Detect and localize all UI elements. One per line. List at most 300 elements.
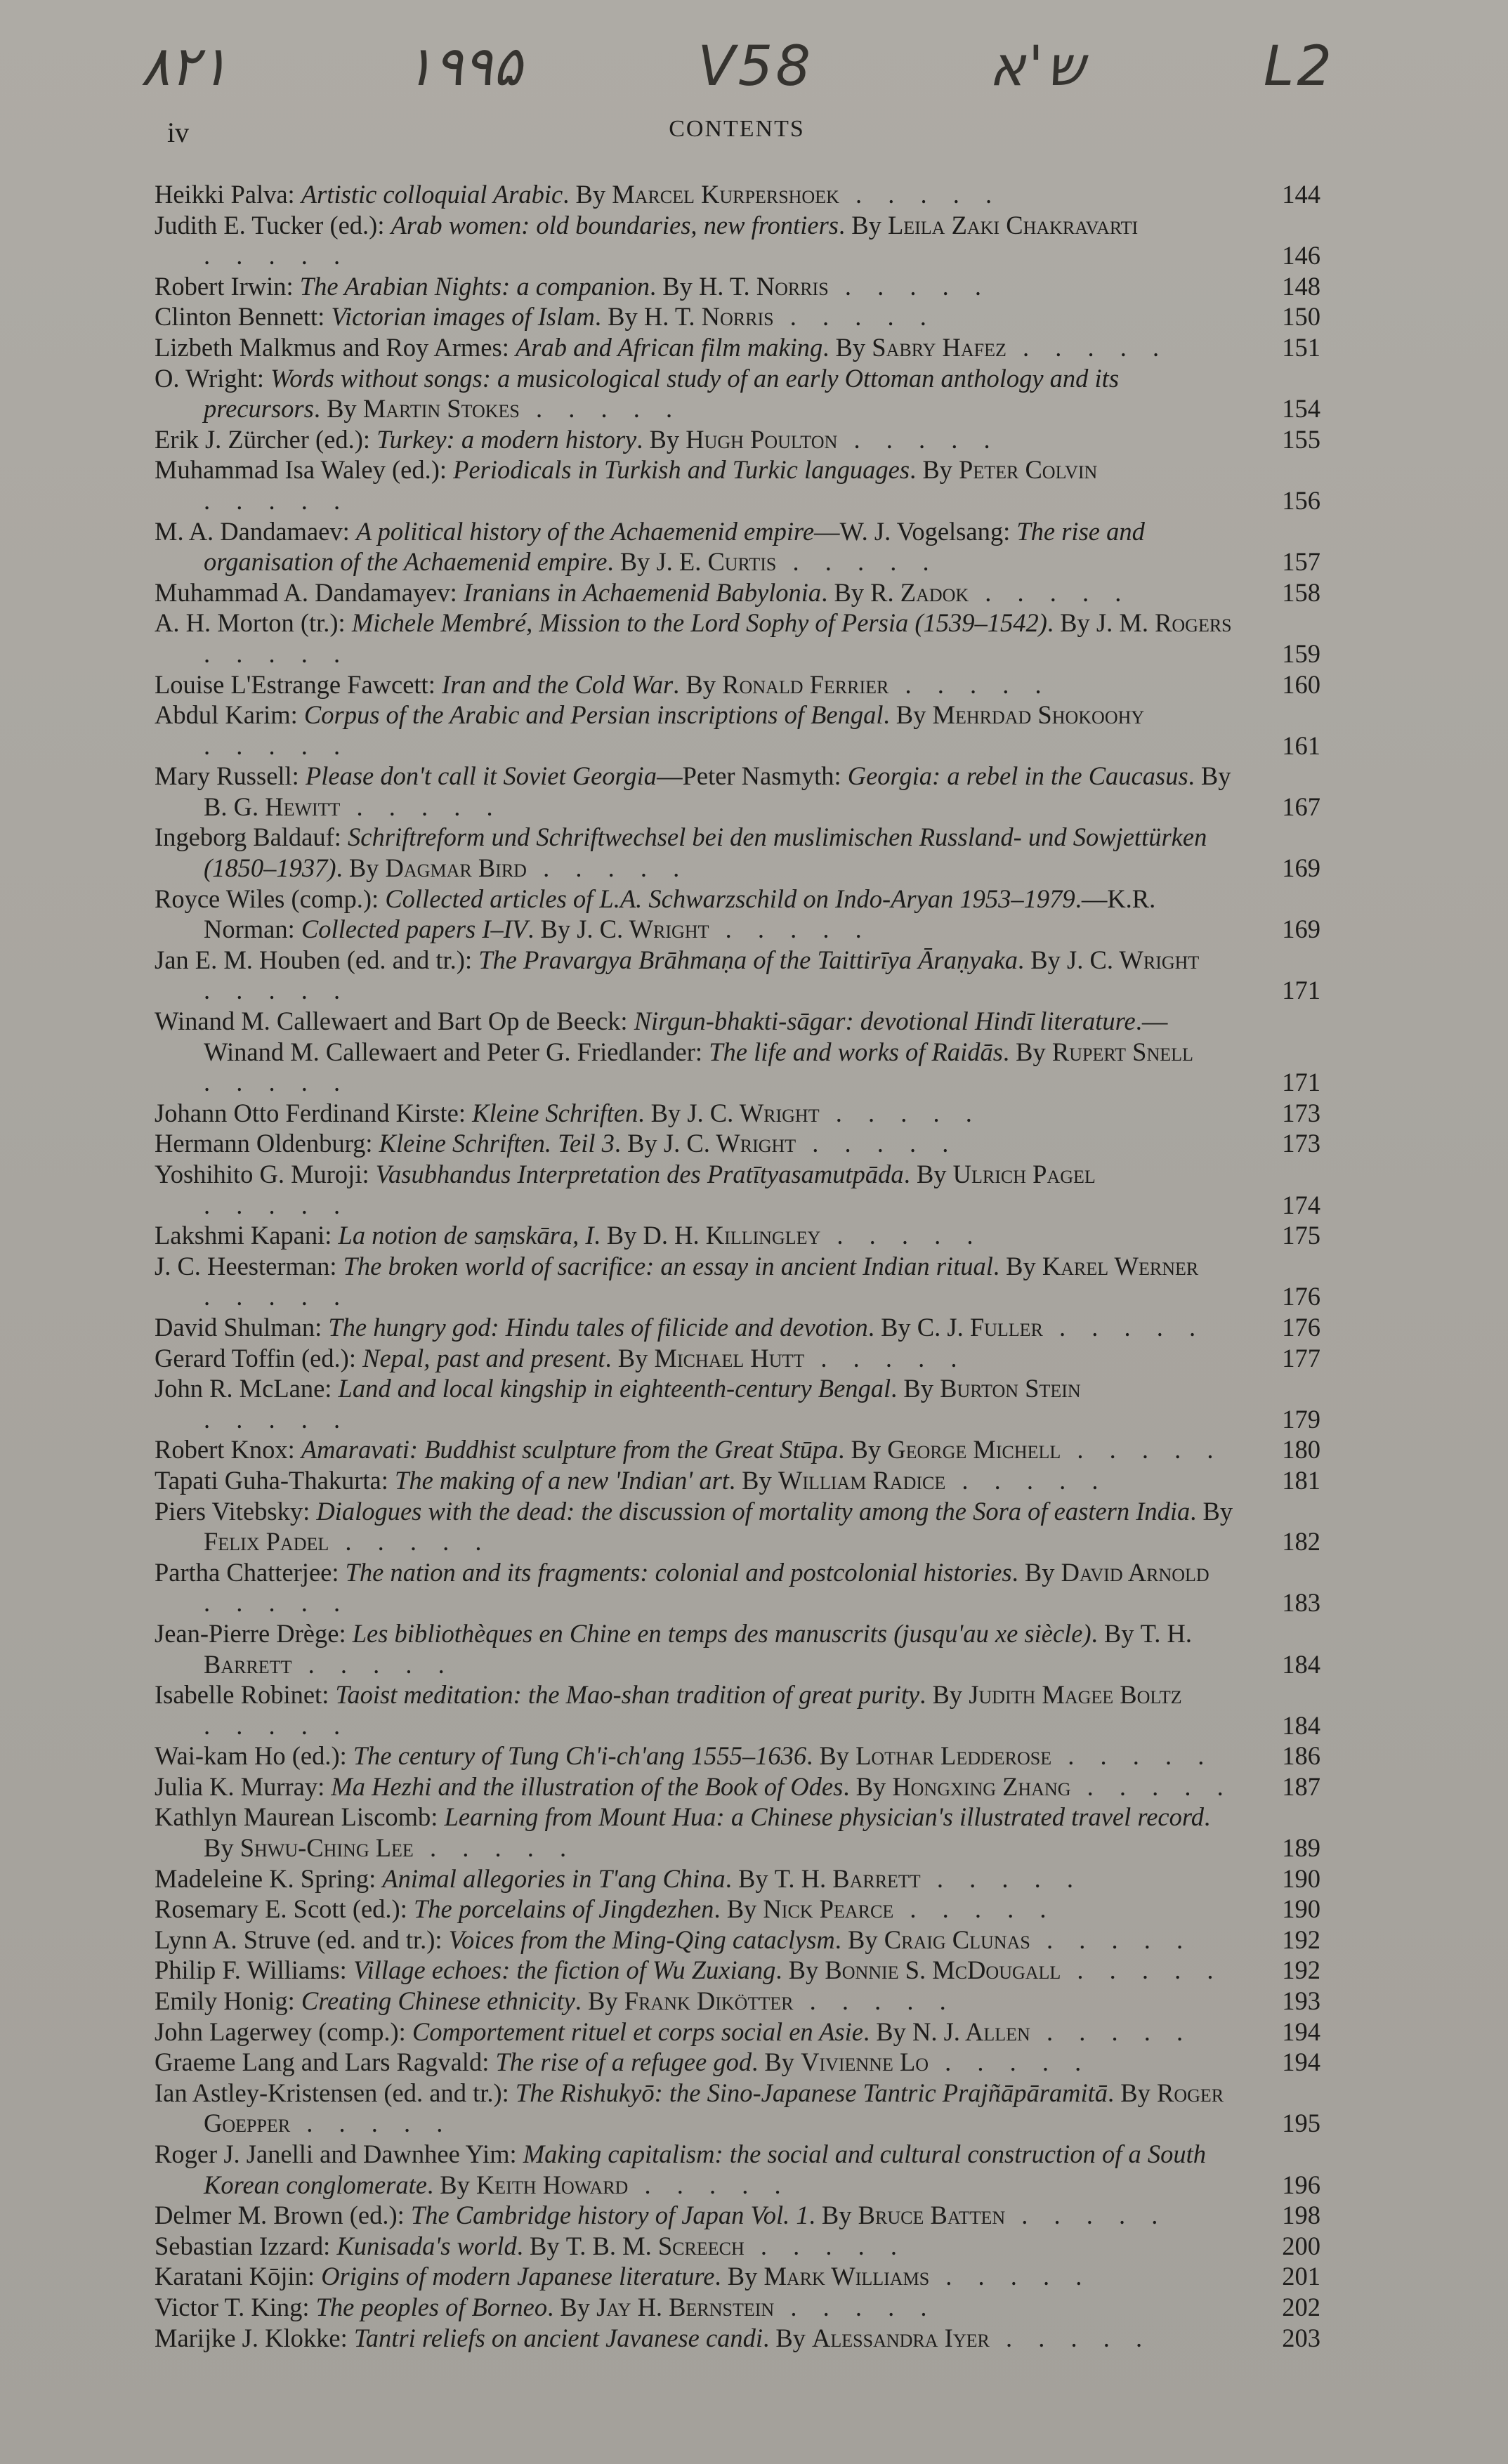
toc-entry-text: Clinton Bennett: Victorian images of Islam. By H. T. Norris . . . . . bbox=[155, 302, 936, 332]
toc-entry bbox=[155, 1802, 1320, 1863]
by-label: By bbox=[686, 669, 716, 699]
entry-author: Lizbeth Malkmus and Roy Armes: bbox=[155, 332, 516, 362]
by-label: By bbox=[662, 271, 693, 301]
toc-entry bbox=[155, 884, 1320, 945]
toc-entry bbox=[155, 2231, 1320, 2262]
by-label: By bbox=[649, 424, 680, 454]
toc-entry bbox=[155, 2200, 1320, 2231]
leader-dots: . . . . . bbox=[1030, 2017, 1193, 2046]
leader-dots: . . . . . bbox=[893, 1894, 1056, 1924]
entry-reviewer: Keith Howard bbox=[476, 2170, 629, 2199]
by-label: By bbox=[834, 577, 865, 607]
entry-page-number: 157 bbox=[1282, 547, 1320, 577]
toc-entry-text: Gerard Toffin (ed.): Nepal, past and present. By Michael Hutt . . . . . bbox=[155, 1343, 967, 1372]
leader-dots: . . . . . bbox=[291, 1649, 454, 1679]
entry-author: Clinton Bennett: bbox=[155, 302, 332, 332]
by-label: By bbox=[1120, 2078, 1150, 2107]
by-label: By bbox=[916, 1160, 947, 1188]
entry-reviewer: R. Zadok bbox=[870, 577, 969, 607]
by-label: By bbox=[788, 1955, 819, 1985]
entry-title: Animal allegories in T'ang China bbox=[382, 1863, 726, 1893]
entry-title: Making capitalism: the social and cultural construction of a South Korean conglomerate bbox=[204, 2139, 1206, 2199]
toc-entry bbox=[155, 700, 1320, 761]
entry-author: Partha Chatterjee: bbox=[155, 1557, 346, 1587]
entry-title: A political history of the Achaemenid empire bbox=[355, 516, 815, 546]
entry-author: Judith E. Tucker (ed.): bbox=[155, 210, 391, 240]
leader-dots: . . . . . bbox=[204, 730, 350, 760]
by-label: By bbox=[327, 394, 357, 424]
toc-entry-text: Robert Knox: Amaravati: Buddhist sculpture from the Great Stūpa. By George Michell . . . . . bbox=[155, 1435, 1224, 1464]
toc-entry-text: Louise L'Estrange Fawcett: Iran and the Cold War. By Ronald Ferrier . . . . . bbox=[155, 669, 1051, 699]
toc-entry-text: Rosemary E. Scott (ed.): The porcelains of Jingdezhen. By Nick Pearce . . . . . bbox=[155, 1894, 1056, 1924]
leader-dots: . . . . . bbox=[204, 1588, 350, 1618]
by-label: By bbox=[608, 302, 638, 332]
toc-entry bbox=[155, 1894, 1320, 1925]
entry-reviewer: J. C. Wright bbox=[687, 1098, 820, 1127]
entry-second-author: .—K.R. Norman: bbox=[204, 884, 1156, 944]
by-label: By bbox=[727, 2262, 758, 2291]
entry-title: Les bibliothèques en Chine en temps des manuscrits (jusqu'au xe siècle) bbox=[352, 1618, 1091, 1648]
entry-page-number: 195 bbox=[1282, 2109, 1320, 2138]
toc-entry-text: Ingeborg Baldauf: Schriftreform und Schriftwechsel bei den muslimischen Russland- und Sowjettürken (1850–1937). By Dagmar Bird . . . . . bbox=[155, 823, 1207, 883]
entry-page-number: 183 bbox=[1282, 1588, 1320, 1618]
by-label: By bbox=[896, 700, 926, 730]
by-label: By bbox=[1103, 1618, 1134, 1648]
entry-page-number: 176 bbox=[1282, 1282, 1320, 1311]
entry-page-number: 169 bbox=[1282, 853, 1320, 883]
entry-title: Iranians in Achaemenid Babylonia bbox=[463, 577, 822, 607]
by-label: By bbox=[922, 455, 952, 485]
entry-title: Please don't call it Soviet Georgia bbox=[305, 761, 657, 791]
leader-dots: . . . . . bbox=[1061, 1955, 1224, 1985]
entry-page-number: 171 bbox=[1282, 1068, 1320, 1097]
entry-title: Vasubhandus Interpretation des Pratītyasamutpāda bbox=[375, 1160, 904, 1188]
leader-dots: . . . . . bbox=[774, 2292, 937, 2321]
toc-entry bbox=[155, 1312, 1320, 1343]
toc-entry bbox=[155, 1925, 1320, 1955]
by-label: By bbox=[1024, 1557, 1055, 1587]
leader-dots: . . . . . bbox=[828, 271, 991, 301]
leader-dots: . . . . . bbox=[329, 1527, 492, 1557]
leader-dots: . . . . . bbox=[773, 302, 936, 332]
toc-entry bbox=[155, 945, 1320, 1006]
toc-entry-text: Philip F. Williams: Village echoes: the fiction of Wu Zuxiang. By Bonnie S. McDougall . . . . . bbox=[155, 1955, 1224, 1985]
toc-entry bbox=[155, 271, 1320, 302]
entry-page-number: 184 bbox=[1282, 1710, 1320, 1740]
entry-reviewer: Bonnie S. McDougall bbox=[825, 1955, 1061, 1985]
by-label: By bbox=[1200, 761, 1231, 791]
toc-entry bbox=[155, 332, 1320, 363]
entry-title: Taoist meditation: the Mao-shan tradition of great purity bbox=[335, 1680, 920, 1710]
entry-author: Abdul Karim: bbox=[155, 700, 304, 730]
by-label: By bbox=[348, 853, 379, 883]
by-label: By bbox=[738, 1863, 768, 1893]
toc-entry-text: Karatani Kōjin: Origins of modern Japanese literature. By Mark Williams . . . . . bbox=[155, 2262, 1092, 2291]
entry-second-author: —Peter Nasmyth: bbox=[657, 761, 848, 791]
entry-author: Delmer M. Brown (ed.): bbox=[155, 2201, 411, 2230]
entry-author: Graeme Lang and Lars Ragvald: bbox=[155, 2047, 496, 2077]
leader-dots: . . . . . bbox=[204, 1068, 350, 1097]
entry-title: The Pravargya Brāhmaṇa of the Taittirīya Āraṇyaka bbox=[478, 945, 1018, 974]
leader-dots: . . . . . bbox=[526, 853, 690, 883]
entry-author: Philip F. Williams: bbox=[155, 1955, 353, 1985]
entry-reviewer: Lothar Ledderose bbox=[855, 1741, 1052, 1771]
toc-entry-text: John R. McLane: Land and local kingship in eighteenth-century Bengal. By Burton Stein . . . . . bbox=[155, 1374, 1081, 1434]
toc-entry bbox=[155, 577, 1320, 608]
entry-page-number: 192 bbox=[1282, 1925, 1320, 1954]
entry-title: The century of Tung Ch'i-ch'ang 1555–1636 bbox=[353, 1741, 807, 1771]
entry-title: The making of a new 'Indian' art bbox=[395, 1465, 729, 1495]
entry-page-number: 193 bbox=[1282, 1986, 1320, 2016]
entry-title: Arab and African film making bbox=[515, 332, 823, 362]
by-label: By bbox=[619, 547, 650, 577]
running-title: CONTENTS bbox=[669, 116, 805, 142]
entry-author: Muhammad A. Dandamayev: bbox=[155, 577, 464, 607]
by-label: By bbox=[848, 1925, 878, 1954]
toc-entry-text: Muhammad Isa Waley (ed.): Periodicals in Turkish and Turkic languages. By Peter Colvin . . . . . bbox=[155, 455, 1098, 515]
leader-dots: . . . . . bbox=[628, 2170, 791, 2199]
leader-dots: . . . . . bbox=[204, 1404, 350, 1434]
toc-entry-text: Lynn A. Struve (ed. and tr.): Voices from the Ming-Qing cataclysm. By Craig Clunas . . . . . bbox=[155, 1925, 1193, 1954]
leader-dots: . . . . . bbox=[989, 2323, 1153, 2352]
toc-entry-text: Lizbeth Malkmus and Roy Armes: Arab and African film making. By Sabry Hafez . . . . . bbox=[155, 332, 1169, 362]
by-label: By bbox=[775, 2323, 806, 2352]
entry-reviewer: C. J. Fuller bbox=[917, 1312, 1043, 1342]
entry-author: Ingeborg Baldauf: bbox=[155, 823, 348, 852]
entry-reviewer: Craig Clunas bbox=[884, 1925, 1030, 1954]
by-label: By bbox=[560, 2292, 590, 2321]
toc-entry-text: Kathlyn Maurean Liscomb: Learning from Mount Hua: a Chinese physician's illustrated travel record. By Shwu-Ching Lee . . . . . bbox=[155, 1802, 1211, 1863]
by-label: By bbox=[1016, 1037, 1046, 1066]
entry-page-number: 186 bbox=[1282, 1741, 1320, 1771]
entry-title: Kleine Schriften bbox=[472, 1098, 638, 1127]
leader-dots: . . . . . bbox=[969, 577, 1132, 607]
entry-author: John Lagerwey (comp.): bbox=[155, 2017, 412, 2046]
entry-page-number: 189 bbox=[1282, 1833, 1320, 1863]
entry-title: Voices from the Ming-Qing cataclysm bbox=[448, 1925, 835, 1954]
toc-entry-text: Delmer M. Brown (ed.): The Cambridge history of Japan Vol. 1. By Bruce Batten . . . . . bbox=[155, 2201, 1168, 2230]
by-label: By bbox=[821, 2201, 852, 2230]
entry-reviewer: Burton Stein bbox=[940, 1374, 1081, 1403]
by-label: By bbox=[617, 1343, 648, 1372]
by-label: By bbox=[440, 2170, 470, 2199]
entry-page-number: 175 bbox=[1282, 1221, 1320, 1250]
toc-entry-text: Tapati Guha-Thakurta: The making of a new 'Indian' art. By William Radice . . . . . bbox=[155, 1465, 1108, 1495]
entry-title: Amaravati: Buddhist sculpture from the Great Stūpa bbox=[301, 1435, 839, 1464]
toc-entry bbox=[155, 210, 1320, 271]
entry-author: Yoshihito G. Muroji: bbox=[155, 1160, 376, 1188]
entry-title: Corpus of the Arabic and Persian inscriptions of Bengal bbox=[303, 700, 884, 730]
toc-entry bbox=[155, 363, 1320, 424]
entry-page-number: 161 bbox=[1282, 730, 1320, 760]
entry-author: Emily Honig: bbox=[155, 1986, 301, 2016]
entry-second-title: The rise and organisation of the Achaemenid empire bbox=[204, 516, 1145, 577]
entry-page-number: 150 bbox=[1282, 302, 1320, 332]
entry-reviewer: J. C. Wright bbox=[577, 915, 709, 944]
toc-entry bbox=[155, 2323, 1320, 2354]
entry-page-number: 174 bbox=[1282, 1190, 1320, 1219]
toc-entry bbox=[155, 1618, 1320, 1679]
entry-reviewer: Alessandra Iyer bbox=[812, 2323, 990, 2352]
entry-second-author: —W. J. Vogelsang: bbox=[814, 516, 1017, 546]
toc-entry-text: David Shulman: The hungry god: Hindu tales of filicide and devotion. By C. J. Fuller . . . . . bbox=[155, 1312, 1206, 1342]
entry-title: Creating Chinese ethnicity bbox=[301, 1986, 575, 2016]
leader-dots: . . . . . bbox=[1042, 1312, 1206, 1342]
leader-dots: . . . . . bbox=[929, 2047, 1091, 2077]
toc-entry bbox=[155, 301, 1320, 332]
entry-title: La notion de saṃskāra, I bbox=[338, 1221, 594, 1250]
entry-author: Kathlyn Maurean Liscomb: bbox=[155, 1802, 445, 1832]
by-label: By bbox=[903, 1374, 934, 1403]
entry-author: John R. McLane: bbox=[155, 1374, 339, 1403]
entry-reviewer: T. H. Barrett bbox=[774, 1863, 921, 1893]
leader-dots: . . . . . bbox=[744, 2231, 907, 2260]
entry-page-number: 198 bbox=[1282, 2201, 1320, 2230]
toc-entry bbox=[155, 2139, 1320, 2200]
by-label: By bbox=[540, 915, 571, 944]
entry-author: Erik J. Zürcher (ed.): bbox=[155, 424, 377, 454]
entry-page-number: 146 bbox=[1282, 241, 1320, 270]
entry-reviewer: Michael Hutt bbox=[654, 1343, 805, 1372]
leader-dots: . . . . . bbox=[204, 638, 350, 668]
entry-page-number: 181 bbox=[1282, 1465, 1320, 1495]
by-label: By bbox=[1060, 608, 1090, 638]
by-label: By bbox=[876, 2017, 906, 2046]
entry-reviewer: Leila Zaki Chakravarti bbox=[887, 210, 1139, 240]
entry-reviewer: Sabry Hafez bbox=[872, 332, 1007, 362]
entry-title: The hungry god: Hindu tales of filicide and devotion bbox=[328, 1312, 868, 1342]
entry-page-number: 160 bbox=[1282, 669, 1320, 699]
toc-entry bbox=[155, 1955, 1320, 1986]
entry-second-title: Georgia: a rebel in the Caucasus bbox=[847, 761, 1188, 791]
entry-title: Schriftreform und Schriftwechsel bei den muslimischen Russland- und Sowjettürken (1850–1937) bbox=[204, 823, 1207, 883]
toc-entry-text: Emily Honig: Creating Chinese ethnicity. By Frank Dikötter . . . . . bbox=[155, 1986, 956, 2016]
entry-title: The Cambridge history of Japan Vol. 1 bbox=[410, 2201, 809, 2230]
toc-entry-text: Wai-kam Ho (ed.): The century of Tung Ch'i-ch'ang 1555–1636. By Lothar Ledderose . . . . . bbox=[155, 1741, 1214, 1771]
entry-author: Lakshmi Kapani: bbox=[155, 1221, 339, 1250]
entry-title: Words without songs: a musicological study of an early Ottoman anthology and its precursors bbox=[204, 363, 1120, 424]
toc-entry-text: Royce Wiles (comp.): Collected articles of L.A. Schwarzschild on Indo-Aryan 1953–1979.—K.R. Norman: Collected papers I–IV. By J. C. Wright . . . . . bbox=[155, 884, 1156, 944]
toc-entry-text: J. C. Heesterman: The broken world of sacrifice: an essay in ancient Indian ritual. By Karel Werner . . . . . bbox=[155, 1251, 1199, 1311]
leader-dots: . . . . . bbox=[793, 1986, 956, 2016]
entry-reviewer: Martin Stokes bbox=[362, 394, 520, 424]
entry-page-number: 156 bbox=[1282, 485, 1320, 515]
toc-entry bbox=[155, 1220, 1320, 1251]
toc-entry-text: Muhammad A. Dandamayev: Iranians in Achaemenid Babylonia. By R. Zadok . . . . . bbox=[155, 577, 1132, 607]
entry-reviewer: Shwu-Ching Lee bbox=[240, 1833, 414, 1863]
entry-author: Roger J. Janelli and Dawnhee Yim: bbox=[155, 2139, 523, 2168]
handwriting-mark: ۸۲۱ bbox=[140, 35, 229, 98]
entry-author: Piers Vitebsky: bbox=[155, 1496, 317, 1526]
entry-reviewer: Jay H. Bernstein bbox=[596, 2292, 775, 2321]
toc-entry bbox=[155, 424, 1320, 455]
toc-entry bbox=[155, 2078, 1320, 2139]
toc-entry-text: Yoshihito G. Muroji: Vasubhandus Interpretation des Pratītyasamutpāda. By Ulrich Pagel . . . . . bbox=[155, 1160, 1096, 1219]
entry-page-number: 167 bbox=[1282, 792, 1320, 821]
leader-dots: . . . . . bbox=[945, 1465, 1108, 1495]
handwritten-shelfmark bbox=[140, 28, 1335, 105]
entry-reviewer: Mehrdad Shokoohy bbox=[932, 700, 1145, 730]
entry-page-number: 190 bbox=[1282, 1863, 1320, 1893]
entry-title: Land and local kingship in eighteenth-century Bengal bbox=[338, 1374, 891, 1403]
by-label: By bbox=[588, 1986, 618, 2016]
entry-reviewer: Dagmar Bird bbox=[385, 853, 527, 883]
entry-reviewer: Karel Werner bbox=[1042, 1251, 1199, 1280]
entry-title: Village echoes: the fiction of Wu Zuxiang bbox=[353, 1955, 776, 1985]
toc-entry-text: Erik J. Zürcher (ed.): Turkey: a modern history. By Hugh Poulton . . . . . bbox=[155, 424, 1000, 454]
entry-title: Dialogues with the dead: the discussion of mortality among the Sora of eastern India bbox=[316, 1496, 1191, 1526]
entry-page-number: 177 bbox=[1282, 1343, 1320, 1372]
entry-reviewer: Hugh Poulton bbox=[686, 424, 838, 454]
toc-entry-text: Isabelle Robinet: Taoist meditation: the Mao-shan tradition of great purity. By Judith Magee Boltz . . . . . bbox=[155, 1680, 1182, 1740]
entry-title: Michele Membré, Mission to the Lord Sophy of Persia (1539–1542) bbox=[351, 608, 1047, 638]
entry-reviewer: Peter Colvin bbox=[959, 455, 1098, 485]
entry-author: M. A. Dandamaev: bbox=[155, 516, 356, 546]
entry-page-number: 196 bbox=[1282, 2170, 1320, 2199]
leader-dots: . . . . . bbox=[837, 424, 1000, 454]
handwriting-mark: ש'א bbox=[988, 35, 1088, 98]
toc-entry-text: Lakshmi Kapani: La notion de saṃskāra, I. By D. H. Killingley . . . . . bbox=[155, 1221, 983, 1250]
by-label: By bbox=[855, 1771, 886, 1801]
entry-page-number: 159 bbox=[1282, 638, 1320, 668]
entry-title: Nepal, past and present bbox=[362, 1343, 605, 1372]
toc-entry bbox=[155, 1741, 1320, 1771]
handwriting-mark: L2 bbox=[1263, 35, 1335, 98]
entry-title: The broken world of sacrifice: an essay in ancient Indian ritual bbox=[343, 1251, 993, 1280]
entry-reviewer: H. T. Norris bbox=[643, 302, 774, 332]
toc-entry bbox=[155, 2047, 1320, 2078]
leader-dots: . . . . . bbox=[1061, 1435, 1224, 1464]
entry-page-number: 203 bbox=[1282, 2323, 1320, 2352]
leader-dots: . . . . . bbox=[204, 485, 350, 515]
entry-reviewer: N. J. Allen bbox=[912, 2017, 1030, 2046]
toc-entry-text: Julia K. Murray: Ma Hezhi and the illustration of the Book of Odes. By Hongxing Zhang . . . . . bbox=[155, 1771, 1233, 1801]
entry-author: Ian Astley-Kristensen (ed. and tr.): bbox=[155, 2078, 516, 2107]
toc-entry bbox=[155, 1986, 1320, 2017]
entry-author: Jan E. M. Houben (ed. and tr.): bbox=[155, 945, 479, 974]
entry-reviewer: Felix Padel bbox=[204, 1527, 329, 1557]
entry-author: Gerard Toffin (ed.): bbox=[155, 1343, 363, 1372]
entry-page-number: 192 bbox=[1282, 1955, 1320, 1985]
entry-author: Marijke J. Klokke: bbox=[155, 2323, 354, 2352]
entry-title: The peoples of Borneo bbox=[315, 2292, 548, 2321]
entry-reviewer: Ulrich Pagel bbox=[952, 1160, 1096, 1188]
toc-entry-text: Graeme Lang and Lars Ragvald: The rise of a refugee god. By Vivienne Lo . . . . . bbox=[155, 2047, 1091, 2077]
toc-entry-text: Heikki Palva: Artistic colloquial Arabic. By Marcel Kurpershoek . . . . . bbox=[155, 180, 1002, 209]
entry-author: A. H. Morton (tr.): bbox=[155, 608, 352, 638]
entry-title: Tantri reliefs on ancient Javanese candi bbox=[353, 2323, 763, 2352]
entry-author: Wai-kam Ho (ed.): bbox=[155, 1741, 353, 1771]
entry-author: Heikki Palva: bbox=[155, 180, 301, 209]
toc-entry-text: Partha Chatterjee: The nation and its fragments: colonial and postcolonial histories. By David Arnold . . . . . bbox=[155, 1557, 1209, 1618]
entry-page-number: 148 bbox=[1282, 271, 1320, 301]
toc-entry bbox=[155, 1343, 1320, 1374]
entry-page-number: 194 bbox=[1282, 2047, 1320, 2077]
entry-page-number: 194 bbox=[1282, 2017, 1320, 2046]
leader-dots: . . . . . bbox=[796, 1129, 959, 1158]
entry-page-number: 155 bbox=[1282, 424, 1320, 454]
entry-reviewer: Roger Goepper bbox=[204, 2078, 1224, 2138]
by-label: By bbox=[529, 2231, 560, 2260]
entry-title: Periodicals in Turkish and Turkic languages bbox=[453, 455, 910, 485]
leader-dots: . . . . . bbox=[929, 2262, 1092, 2291]
leader-dots: . . . . . bbox=[204, 976, 350, 1005]
toc-entry bbox=[155, 1863, 1320, 1894]
entry-page-number: 201 bbox=[1282, 2262, 1320, 2291]
toc-entry bbox=[155, 761, 1320, 822]
entry-page-number: 173 bbox=[1282, 1098, 1320, 1127]
entry-page-number: 184 bbox=[1282, 1649, 1320, 1679]
entry-reviewer: Nick Pearce bbox=[763, 1894, 894, 1924]
entry-title: Arab women: old boundaries, new frontiers bbox=[391, 210, 839, 240]
entry-author: Madeleine K. Spring: bbox=[155, 1863, 383, 1893]
toc-entry-text: Roger J. Janelli and Dawnhee Yim: Making capitalism: the social and cultural construction of a South Korean conglomerate. By Keith Howard . . . . . bbox=[155, 2139, 1206, 2199]
toc-entry bbox=[155, 454, 1320, 516]
entry-reviewer: T. B. M. Screech bbox=[565, 2231, 745, 2260]
toc-entry-text: Jan E. M. Houben (ed. and tr.): The Pravargya Brāhmaṇa of the Taittirīya Āraṇyaka. By J. C. Wright . . . . . bbox=[155, 945, 1200, 1005]
entry-reviewer: George Michell bbox=[887, 1435, 1061, 1464]
toc-entry-text: Abdul Karim: Corpus of the Arabic and Persian inscriptions of Bengal. By Mehrdad Shokoohy . . . . . bbox=[155, 700, 1145, 760]
handwriting-mark: V58 bbox=[697, 35, 813, 98]
leader-dots: . . . . . bbox=[804, 1343, 967, 1372]
toc-entry bbox=[155, 1128, 1320, 1159]
page-header bbox=[167, 116, 1306, 158]
leader-dots: . . . . . bbox=[709, 915, 872, 944]
entry-title: The nation and its fragments: colonial and postcolonial histories bbox=[345, 1557, 1012, 1587]
toc-entry-text: Jean-Pierre Drège: Les bibliothèques en Chine en temps des manuscrits (jusqu'au xe siècle). By T. H. Barrett . . . . . bbox=[155, 1618, 1192, 1679]
toc-entry-text: John Lagerwey (comp.): Comportement rituel et corps social en Asie. By N. J. Allen . . . . . bbox=[155, 2017, 1193, 2046]
leader-dots: . . . . . bbox=[519, 394, 683, 424]
entry-page-number: 173 bbox=[1282, 1129, 1320, 1158]
entry-page-number: 144 bbox=[1282, 180, 1320, 209]
leader-dots: . . . . . bbox=[1006, 332, 1169, 362]
contents-list bbox=[155, 179, 1320, 2353]
leader-dots: . . . . . bbox=[1030, 1925, 1193, 1954]
toc-entry-text: Madeleine K. Spring: Animal allegories in T'ang China. By T. H. Barrett . . . . . bbox=[155, 1863, 1083, 1893]
entry-reviewer: Frank Dikötter bbox=[624, 1986, 794, 2016]
entry-title: Turkey: a modern history bbox=[376, 424, 637, 454]
entry-reviewer: Ronald Ferrier bbox=[722, 669, 889, 699]
entry-title: Victorian images of Islam bbox=[331, 302, 595, 332]
by-label: By bbox=[606, 1221, 637, 1250]
toc-entry bbox=[155, 179, 1320, 210]
toc-entry bbox=[155, 1465, 1320, 1496]
toc-entry-text: A. H. Morton (tr.): Michele Membré, Mission to the Lord Sophy of Persia (1539–1542). By J. M. Rogers . . . . . bbox=[155, 608, 1232, 668]
entry-author: Lynn A. Struve (ed. and tr.): bbox=[155, 1925, 449, 1954]
entry-reviewer: B. G. Hewitt bbox=[204, 792, 341, 821]
toc-entry bbox=[155, 1434, 1320, 1465]
toc-entry bbox=[155, 2292, 1320, 2323]
toc-entry-text: Piers Vitebsky: Dialogues with the dead: the discussion of mortality among the Sora of eastern India. By Felix Padel . . . . . bbox=[155, 1496, 1233, 1557]
by-label: By bbox=[851, 210, 881, 240]
toc-entry-text: Johann Otto Ferdinand Kirste: Kleine Schriften. By J. C. Wright . . . . . bbox=[155, 1098, 982, 1127]
entry-author: Mary Russell: bbox=[155, 761, 306, 791]
handwriting-mark: ۱۹۹۵ bbox=[404, 35, 523, 98]
toc-entry bbox=[155, 2261, 1320, 2292]
toc-entry-text: Ian Astley-Kristensen (ed. and tr.): The Rishukyō: the Sino-Japanese Tantric Prajñāpāramitā. By Roger Goepper . . . . . bbox=[155, 2078, 1224, 2138]
by-label: By bbox=[1202, 1496, 1233, 1526]
toc-entry bbox=[155, 1006, 1320, 1098]
toc-entry bbox=[155, 1771, 1320, 1802]
toc-entry-text: Marijke J. Klokke: Tantri reliefs on ancient Javanese candi. By Alessandra Iyer . . . . . bbox=[155, 2323, 1153, 2352]
leader-dots: . . . . . bbox=[290, 2109, 453, 2138]
leader-dots: . . . . . bbox=[1005, 2201, 1168, 2230]
toc-entry bbox=[155, 1557, 1320, 1618]
entry-title: Artistic colloquial Arabic bbox=[301, 180, 563, 209]
entry-reviewer: T. H. Barrett bbox=[204, 1618, 1192, 1679]
toc-entry-text: Victor T. King: The peoples of Borneo. By Jay H. Bernstein . . . . . bbox=[155, 2292, 937, 2321]
entry-page-number: 176 bbox=[1282, 1312, 1320, 1342]
